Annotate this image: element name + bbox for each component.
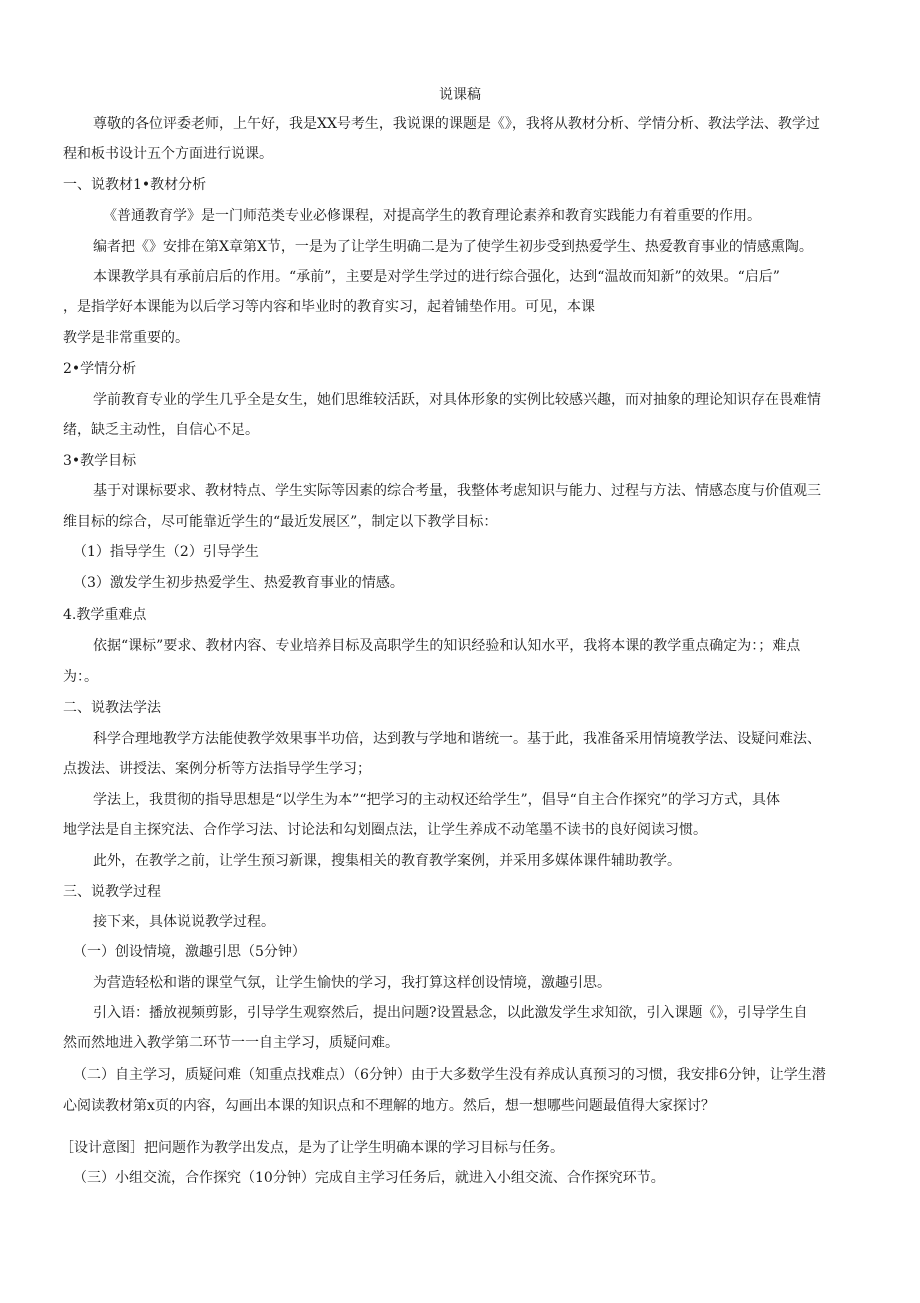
paragraph-line: 依据“课标”要求、教材内容、专业培养目标及高职学生的知识经验和认知水平，我将本课的教学重点确定为：；难点 (93, 638, 801, 654)
design-intent-note: ［设计意图］把问题作为教学出发点，是为了让学生明确本课的学习目标与任务。 (60, 1140, 564, 1156)
paragraph-line: 尊敬的各位评委老师，上午好，我是XX号考生，我说课的课题是《》，我将从教材分析、学情分析、教法学法、教学过 (93, 116, 820, 132)
paragraph-line: 点拨法、讲授法、案例分析等方法指导学生学习； (63, 761, 371, 777)
paragraph-line: 为营造轻松和谐的课堂气氛，让学生愉快的学习，我打算这样创设情境，激趣引思。 (93, 975, 611, 991)
paragraph-line: 《普通教育学》是一门师范类专业必修课程，对提高学生的教育理论素养和教育实践能力有着重要的作用。 (103, 208, 761, 224)
section-heading: 二、说教法学法 (63, 700, 161, 716)
subsection-heading: （一）创设情境，激趣引思（5分钟） (73, 944, 306, 960)
section-heading: 一、说教材1•教材分析 (63, 177, 207, 193)
paragraph-line: 接下来，具体说说教学过程。 (93, 914, 275, 930)
paragraph-line: 心阅读教材第x页的内容，勾画出本课的知识点和不理解的地方。然后，想一想哪些问题最值得大家探讨？ (63, 1098, 715, 1114)
subsection-heading: （二）自主学习，质疑问难（知重点找难点）（6分钟）由于大多数学生没有养成认真预习的习惯，我安排6分钟，让学生潜 (73, 1067, 826, 1083)
paragraph-line: 维目标的综合，尽可能靠近学生的“最近发展区”，制定以下教学目标： (63, 514, 498, 530)
paragraph-line: ，是指学好本课能为以后学习等内容和毕业时的教育实习，起着铺垫作用。可见，本课 (63, 299, 595, 315)
paragraph-line: 本课教学具有承前启后的作用。“承前”，主要是对学生学过的进行综合强化，达到“温故而知新”的效果。“启后” (93, 269, 780, 285)
list-item: （3）激发学生初步热爱学生、热爱教育事业的情感。 (73, 575, 404, 591)
paragraph-line: 教学是非常重要的。 (63, 330, 189, 346)
subsection-heading: （三）小组交流，合作探究（10分钟）完成自主学习任务后，就进入小组交流、合作探究环节。 (73, 1170, 665, 1186)
list-item: （1）指导学生（2）引导学生 (73, 544, 259, 560)
section-heading: 4.教学重难点 (63, 607, 147, 623)
paragraph-line: 科学合理地教学方法能使教学效果事半功倍，达到教与学地和谐统一。基于此，我准备采用情境教学法、设疑问难法、 (93, 731, 821, 747)
section-heading: 三、说教学过程 (63, 884, 161, 900)
paragraph-line: 学法上，我贯彻的指导思想是“以学生为本”“把学习的主动权还给学生”，倡导“自主合作探究”的学习方式，具体 (93, 792, 780, 808)
section-heading: 3•教学目标 (63, 453, 137, 469)
paragraph-line: 编者把《》安排在第X章第X节，一是为了让学生明确二是为了使学生初步受到热爱学生、热爱教育事业的情感熏陶。 (93, 239, 813, 255)
paragraph-line: 基于对课标要求、教材特点、学生实际等因素的综合考量，我整体考虑知识与能力、过程与方法、情感态度与价值观三 (93, 483, 821, 499)
paragraph-line: 地学法是自主探究法、合作学习法、讨论法和勾划圈点法，让学生养成不动笔墨不读书的良好阅读习惯。 (63, 822, 707, 838)
paragraph-line: 程和板书设计五个方面进行说课。 (63, 146, 273, 162)
paragraph-line: 此外，在教学之前，让学生预习新课，搜集相关的教育教学案例，并采用多媒体课件辅助教学。 (93, 853, 681, 869)
paragraph-line: 引入语：播放视频剪影，引导学生观察然后，提出问题?设置悬念，以此激发学生求知欲，引入课题《》，引导学生自 (93, 1005, 808, 1021)
paragraph-line: 学前教育专业的学生几乎全是女生，她们思维较活跃，对具体形象的实例比较感兴趣，而对抽象的理论知识存在畏难情 (93, 392, 821, 408)
section-heading: 2•学情分析 (63, 361, 137, 377)
paragraph-line: 绪，缺乏主动性，自信心不足。 (63, 422, 259, 438)
paragraph-line: 为：。 (63, 669, 98, 685)
document-title: 说课稿 (439, 87, 481, 103)
paragraph-line: 然而然地进入教学第二环节一一自主学习，质疑问难。 (63, 1035, 399, 1051)
